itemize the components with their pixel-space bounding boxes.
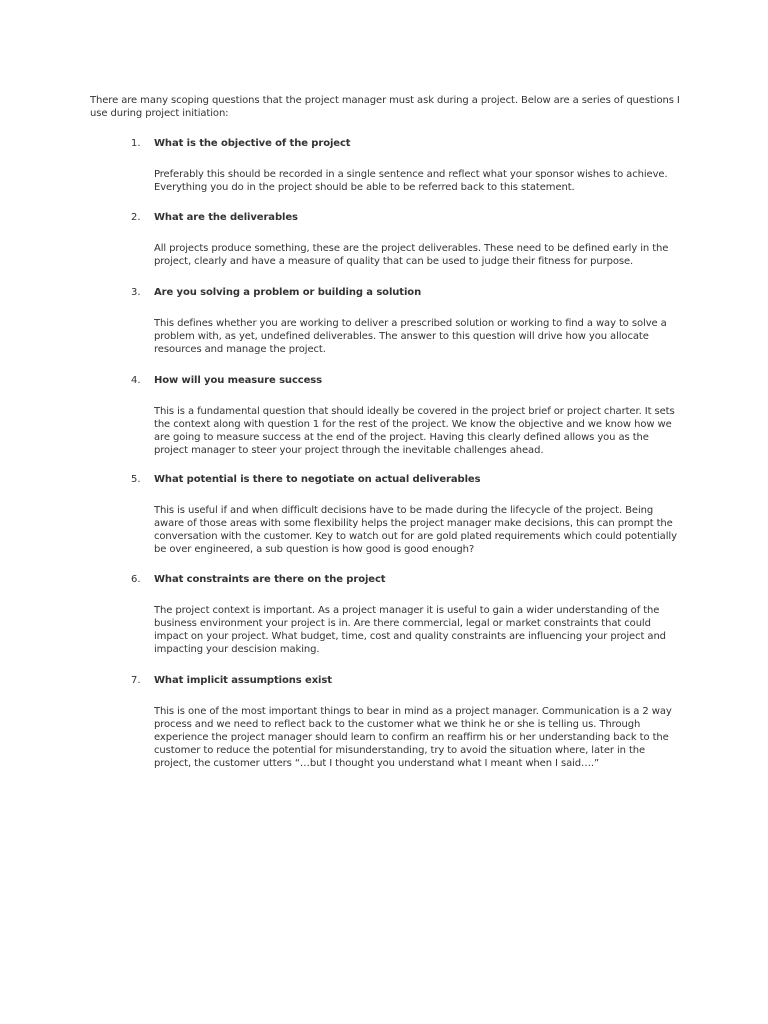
question-number: 5. xyxy=(131,474,141,485)
question-title: What is the objective of the project xyxy=(154,138,351,149)
question-number: 4. xyxy=(131,375,141,386)
question-body: All projects produce something, these are the project deliverables. These need to be defined early in the project, clearly and have a measure of quality that can be used to judge their fitness for purpose. xyxy=(154,243,669,267)
question-body: Preferably this should be recorded in a single sentence and reflect what your sponsor wishes to achieve. Everything you do in the project should be able to be referred back to this statement. xyxy=(154,169,668,193)
question-title: What potential is there to negotiate on actual deliverables xyxy=(154,474,481,485)
intro-paragraph: There are many scoping questions that the project manager must ask during a project. Below are a series of questions I use during project initiation: xyxy=(90,95,680,119)
question-number: 7. xyxy=(131,675,141,686)
question-title: What are the deliverables xyxy=(154,212,298,223)
question-body: This is one of the most important things to bear in mind as a project manager. Communication is a 2 way process and we need to reflect back to the customer what we think he or she is telling us. Through experience the project manager should learn to confirm an reaffirm his or her understanding back to the customer to reduce the potential for misunderstanding, try to avoid the situation where, later in the project, the customer utters “…but I thought you understand what I meant when I said….” xyxy=(154,706,672,769)
question-title: What implicit assumptions exist xyxy=(154,675,332,686)
question-title: What constraints are there on the project xyxy=(154,574,386,585)
question-title: Are you solving a problem or building a solution xyxy=(154,287,422,298)
question-body: This is useful if and when difficult decisions have to be made during the lifecycle of the project. Being aware of those areas with some flexibility helps the project manager make decisions, this can prompt the conversation with the customer. Key to watch out for are gold plated requirements which could potentially be over engineered, a sub question is how good is good enough? xyxy=(154,505,677,555)
question-number: 1. xyxy=(131,138,141,149)
question-number: 6. xyxy=(131,574,141,585)
question-number: 2. xyxy=(131,212,141,223)
question-body: This defines whether you are working to deliver a prescribed solution or working to find a way to solve a problem with, as yet, undefined deliverables. The answer to this question will drive how you allocate resources and manage the project. xyxy=(154,318,667,355)
question-body: The project context is important. As a project manager it is useful to gain a wider understanding of the business environment your project is in. Are there commercial, legal or market constraints that could impact on your project. What budget, time, cost and quality constraints are influencing your project and impacting your descision making. xyxy=(154,605,666,655)
question-title: How will you measure success xyxy=(154,375,322,386)
question-number: 3. xyxy=(131,287,141,298)
question-body: This is a fundamental question that should ideally be covered in the project brief or project charter. It sets the context along with question 1 for the rest of the project. We know the objective and we know how we are going to measure success at the end of the project. Having this clearly defined allows you as the project manager to steer your project through the inevitable challenges ahead. xyxy=(154,406,675,456)
